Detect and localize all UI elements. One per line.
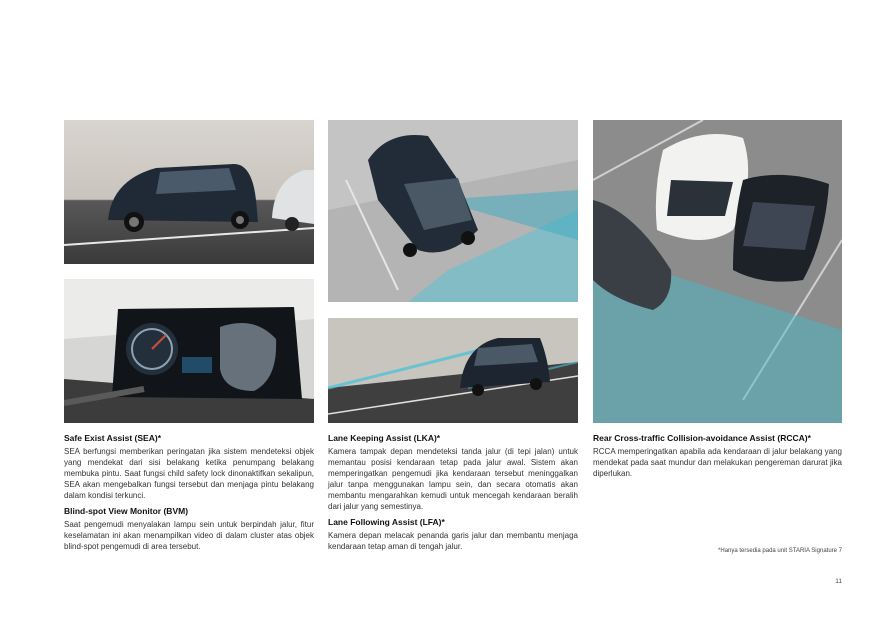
column-left	[64, 433, 314, 552]
bvm-title: Blind-spot View Monitor (BVM)	[64, 506, 189, 516]
column-right	[593, 433, 842, 479]
bvm-body: Saat pengemudi menyalakan lampu sein untuk berpindah jalur, fitur keselamatan ini akan menampilkan video di dalam cluster atas objek blind-spot pengemudi di area tersebut.	[64, 520, 314, 551]
column-middle	[328, 433, 578, 552]
lka-body: Kamera tampak depan mendeteksi tanda jalur (di tepi jalan) untuk memantau posisi kendaraan tetap pada jalur awal. Sistem akan memperingatkan pengemudi jika kendaraan tersebut meninggalkan jalur tanpa menggunakan lampu sein, dan secara otomatis akan membantu mengarahkan kemudi untuk mencegah kendaraan beralih dari jalur yang semestinya.	[328, 447, 578, 511]
page-number: 11	[835, 578, 842, 585]
lfa-body: Kamera depan melacak penanda garis jalur dan membantu menjaga kendaraan tetap aman di tengah jalur.	[328, 531, 578, 551]
rcca-body: RCCA memperingatkan apabila ada kendaraan di jalur belakang yang mendekat pada saat mundur dan melakukan pengereman darurat jika diperlukan.	[593, 447, 842, 478]
lka-title: Lane Keeping Assist (LKA)*	[328, 433, 441, 443]
sea-title: Safe Exist Assist (SEA)*	[64, 433, 161, 443]
photo-sea	[64, 120, 314, 264]
lfa-title: Lane Following Assist (LFA)*	[328, 517, 445, 527]
photo-lka	[328, 120, 578, 302]
sea-body: SEA berfungsi memberikan peringatan jika sistem mendeteksi objek yang mendekat dari sisi belakang ketika penumpang belakang membuka pintu. Saat fungsi child safety lock dinonaktifkan sekalipun, SEA akan mengebalkan fungsi tersebut dan menjaga pintu belakang dalam kondisi terkunci.	[64, 447, 314, 500]
photo-rcca	[593, 120, 842, 423]
footnote: *Hanya tersedia pada unit STARIA Signature 7	[718, 548, 842, 554]
photo-bvm	[64, 279, 314, 423]
rcca-title: Rear Cross-traffic Collision-avoidance Assist (RCCA)*	[593, 433, 811, 443]
photo-lfa	[328, 318, 578, 423]
